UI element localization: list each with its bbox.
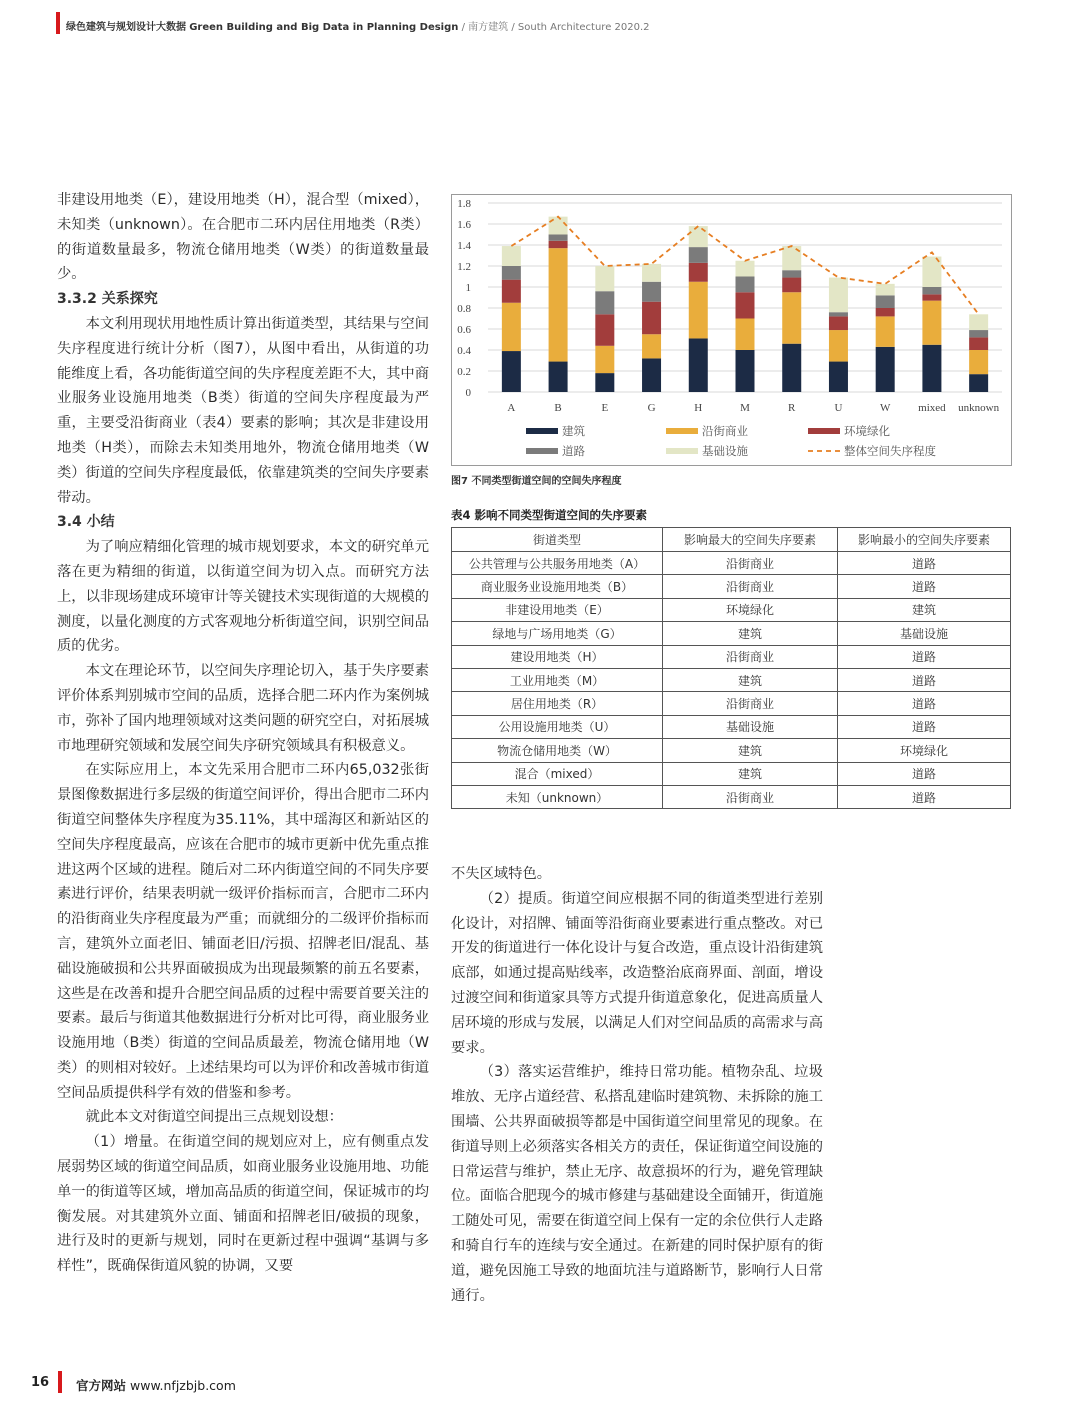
header-issue: 2020.2 xyxy=(614,22,650,33)
bar-segment xyxy=(876,308,895,316)
table-cell: 建筑 xyxy=(663,739,838,762)
table-cell: 基础设施 xyxy=(663,715,838,738)
bar-segment xyxy=(829,278,848,313)
table-row xyxy=(452,668,1011,691)
bar-segment xyxy=(782,278,801,293)
y-tick-label: 1.4 xyxy=(457,240,471,252)
table-cell: 沿街商业 xyxy=(663,575,838,598)
bar-segment xyxy=(829,330,848,362)
bar-segment xyxy=(549,241,568,248)
bar-segment xyxy=(829,312,848,316)
bar-segment xyxy=(736,319,755,351)
table-row xyxy=(452,715,1011,738)
bar-segment xyxy=(502,351,521,392)
x-tick-label: unknown xyxy=(958,402,1000,414)
bar-segment xyxy=(969,337,988,350)
bar-segment xyxy=(502,280,521,303)
footer-site-label: 官方网站 xyxy=(76,1378,127,1393)
table-cell: 绿地与广场用地类（G） xyxy=(452,622,663,645)
bar-segment xyxy=(876,284,895,296)
section-heading: 3.3.2 关系探究 xyxy=(57,291,158,308)
legend-swatch xyxy=(526,428,558,434)
bar-segment xyxy=(642,282,661,302)
paragraph: 本文利用现状用地性质计算出街道类型，其结果与空间失序程度进行统计分析（图7），从图中看出，从街道的功能维度上看，各功能街道空间的失序程度差距不大，其中商业服务业设施用地类（B类）街道的空间失序程度最为严重，主要受沿街商业（表4）要素的影响；其次是非建设用地类（H类），而除去未知类用地外，物流仓储用地类（W类）街道的空间失序程度最低，依靠建筑类的空间失序要素带动。 xyxy=(57,315,429,506)
bar-segment xyxy=(782,344,801,392)
y-tick-label: 1.2 xyxy=(457,261,471,273)
bar-segment xyxy=(549,248,568,361)
bar-segment xyxy=(782,270,801,277)
table-cell: 道路 xyxy=(838,692,1011,715)
x-tick-label: W xyxy=(879,402,891,414)
table-cell: 沿街商业 xyxy=(663,645,838,668)
table-cell: 商业服务业设施用地类（B） xyxy=(452,575,663,598)
x-tick-label: M xyxy=(740,402,750,414)
x-tick-label: mixed xyxy=(918,402,946,414)
bar-segment xyxy=(642,358,661,392)
bar-segment xyxy=(876,347,895,392)
y-tick-label: 0.4 xyxy=(457,345,471,357)
paragraph: 就此本文对街道空间提出三点规划设想： xyxy=(85,1109,343,1126)
paragraph: 不失区域特色。 xyxy=(451,866,552,882)
running-header: 绿色建筑与规划设计大数据 Green Building and Big Data in Planning Design / 南方建筑 / South Architecture 2020.2 xyxy=(66,22,650,33)
table-cell: 建设用地类（H） xyxy=(452,645,663,668)
header-accent-bar xyxy=(56,12,60,34)
header-journal-en: South Architecture xyxy=(517,22,612,33)
table-cell: 道路 xyxy=(838,552,1011,575)
table-cell: 居住用地类（R） xyxy=(452,692,663,715)
bar-segment xyxy=(736,277,755,293)
legend-label: 基础设施 xyxy=(702,444,748,458)
header-journal-cn: 南方建筑 xyxy=(468,22,509,33)
bar-segment xyxy=(876,316,895,346)
bar-segment xyxy=(642,264,661,282)
bar-segment xyxy=(595,314,614,346)
y-tick-label: 1.6 xyxy=(457,219,471,231)
bar-segment xyxy=(736,261,755,277)
legend-swatch xyxy=(526,448,558,454)
y-tick-label: 0.8 xyxy=(457,303,471,315)
table-cell: 非建设用地类（E） xyxy=(452,598,663,621)
bar-segment xyxy=(969,374,988,392)
table-cell: 沿街商业 xyxy=(663,552,838,575)
bar-segment xyxy=(595,346,614,373)
table-header-cell: 影响最大的空间失序要素 xyxy=(663,528,838,552)
section-heading: 3.4 小结 xyxy=(57,514,115,531)
table-row xyxy=(452,552,1011,575)
bar-segment xyxy=(736,350,755,392)
table-header-cell: 街道类型 xyxy=(452,528,663,552)
x-tick-label: A xyxy=(507,402,516,414)
table-cell: 未知（unknown） xyxy=(452,785,663,808)
table-row xyxy=(452,622,1011,645)
legend-label: 环境绿化 xyxy=(844,424,890,438)
bar-segment xyxy=(829,362,848,392)
table-cell: 基础设施 xyxy=(838,622,1011,645)
paragraph: 本文在理论环节，以空间失序理论切入，基于失序要素评价体系判别城市空间的品质，选择合肥二环内作为案例城市，弥补了国内地理领域对这类问题的研究空白，对拓展城市地理研究领域和发展空间失序研究领域具有积极意义。 xyxy=(57,663,429,754)
bar-segment xyxy=(969,314,988,330)
legend-label: 整体空间失序程度 xyxy=(844,444,936,458)
table-4 xyxy=(451,527,1011,809)
bar-segment xyxy=(642,302,661,335)
bar-segment xyxy=(922,301,941,345)
y-tick-label: 1.8 xyxy=(457,198,471,210)
figure-caption: 图7 不同类型街道空间的空间失序程度 xyxy=(451,476,622,487)
bar-segment xyxy=(969,350,988,374)
paragraph: 非建设用地类（E），建设用地类（H），混合型（mixed），未知类（unknown）。在合肥市二环内居住用地类（R类）的街道数量最多，物流仓储用地类（W类）的街道数量最少。 xyxy=(57,192,429,283)
table-row xyxy=(452,692,1011,715)
table-cell: 道路 xyxy=(838,575,1011,598)
table-cell: 工业用地类（M） xyxy=(452,668,663,691)
paragraph: 为了响应精细化管理的城市规划要求，本文的研究单元落在更为精细的街道，以街道空间为切入点。而研究方法上，以非现场建成环境审计等关键技术实现街道的大规模的测度，以量化测度的方式客观地分析街道空间，识别空间品质的优劣。 xyxy=(57,539,429,655)
table-cell: 道路 xyxy=(838,785,1011,808)
legend-swatch xyxy=(808,428,840,434)
bar-segment xyxy=(642,334,661,358)
table-row xyxy=(452,762,1011,785)
table-header-row xyxy=(452,528,1011,552)
table-header-cell: 影响最小的空间失序要素 xyxy=(838,528,1011,552)
table-cell: 沿街商业 xyxy=(663,785,838,808)
bar-segment xyxy=(549,362,568,392)
footer-website xyxy=(76,1376,236,1394)
bar-segment xyxy=(922,287,941,294)
paragraph: （3）落实运营维护，维持日常功能。植物杂乱、垃圾堆放、无序占道经营、私搭乱建临时建筑物、未拆除的施工围墙、公共界面破损等都是中国街道空间里常见的现象。在街道导则上必须落实各相关方的责任，保证街道空间设施的日常运营与维护，禁止无序、故意损坏的行为，避免管理缺位。面临合肥现今的城市修建与基础建设全面铺开，街道施工随处可见，需要在街道空间上保有一定的余位供行人走路和骑自行车的连续与安全通过。在新建的同时保护原有的街道，避免因施工导致的地面坑洼与道路断节，影响行人日常通行。 xyxy=(451,1064,823,1304)
table-cell: 建筑 xyxy=(663,622,838,645)
bar-segment xyxy=(595,266,614,291)
bar-segment xyxy=(689,282,708,339)
x-tick-label: H xyxy=(694,402,703,414)
bar-segment xyxy=(595,291,614,314)
bar-segment xyxy=(549,217,568,235)
table-row xyxy=(452,645,1011,668)
legend-label: 建筑 xyxy=(562,424,585,438)
bar-segment xyxy=(502,266,521,280)
table-row xyxy=(452,575,1011,598)
bar-segment xyxy=(689,226,708,247)
legend-swatch xyxy=(666,448,698,454)
table-cell: 道路 xyxy=(838,715,1011,738)
page-number: 16 xyxy=(31,1375,50,1390)
table-cell: 环境绿化 xyxy=(838,739,1011,762)
bar-segment xyxy=(689,247,708,263)
bar-segment xyxy=(689,338,708,392)
table-row xyxy=(452,739,1011,762)
paragraph: （2）提质。街道空间应根据不同的街道类型进行差别化设计，对招牌、铺面等沿街商业要素进行重点整改。对已开发的街道进行一体化设计与复合改造，重点设计沿街建筑底部，如通过提高贴线率，改造整治底商界面、剖面，增设过渡空间和街道家具等方式提升街道意象化，促进高质量人居环境的形成与发展，以满足人们对空间品质的高需求与高要求。 xyxy=(451,890,823,1056)
y-tick-label: 0.2 xyxy=(457,366,471,378)
bar-segment xyxy=(969,330,988,337)
table-cell: 建筑 xyxy=(838,598,1011,621)
table-caption: 表4 影响不同类型街道空间的失序要素 xyxy=(451,508,648,522)
bar-segment xyxy=(595,373,614,392)
table-cell: 环境绿化 xyxy=(663,598,838,621)
y-tick-label: 0 xyxy=(465,387,471,399)
paragraph: 在实际应用上，本文先采用合肥市二环内65,032张街景图像数据进行多层级的街道空间评价，得出合肥市二环内街道空间整体失序程度为35.11%，其中瑶海区和新站区的空间失序程度最高，应该在合肥市的城市更新中优先重点推进这两个区域的进程。随后对二环内街道空间的不同失序要素进行评价，结果表明就一级评价指标而言，合肥市二环内的沿街商业失序程度最为严重；而就细分的二级评价指标而言，建筑外立面老旧、铺面老旧/污损、招牌老旧/混乱、基础设施破损和公共界面破损成为出现最频繁的前五名要素，这些是在改善和提升合肥空间品质的过程中需要首要关注的要素。最后与街道其他数据进行分析对比可得，商业服务业设施用地（B类）街道的空间品质最差，物流仓储用地（W类）的则相对较好。上述结果均可以为评价和改善城市街道空间品质提供科学有效的借鉴和参考。 xyxy=(57,762,429,1101)
y-tick-label: 0.6 xyxy=(457,324,471,336)
table-cell: 建筑 xyxy=(663,668,838,691)
table-row xyxy=(452,785,1011,808)
bar-segment xyxy=(502,246,521,266)
bar-segment xyxy=(502,303,521,351)
footer-accent-bar xyxy=(58,1371,62,1393)
x-tick-label: E xyxy=(601,402,609,414)
header-title-en: Green Building and Big Data in Planning Design xyxy=(189,22,459,33)
stacked-bar-chart xyxy=(452,195,1011,465)
right-text-column xyxy=(451,862,823,1308)
bar-segment xyxy=(689,263,708,282)
left-text-column xyxy=(57,188,429,1279)
header-title-cn: 绿色建筑与规划设计大数据 xyxy=(66,22,186,33)
bar-segment xyxy=(922,345,941,392)
table-cell: 道路 xyxy=(838,668,1011,691)
table-cell: 道路 xyxy=(838,645,1011,668)
legend-label: 沿街商业 xyxy=(702,424,748,438)
legend-swatch xyxy=(666,428,698,434)
bar-segment xyxy=(876,295,895,308)
table-cell: 建筑 xyxy=(663,762,838,785)
x-tick-label: B xyxy=(554,402,562,414)
x-tick-label: U xyxy=(834,402,843,414)
bar-segment xyxy=(782,292,801,343)
x-tick-label: R xyxy=(788,402,796,414)
table-cell: 公用设施用地类（U） xyxy=(452,715,663,738)
footer-site-url[interactable]: www.nfjzbjb.com xyxy=(130,1378,236,1393)
table-cell: 沿街商业 xyxy=(663,692,838,715)
table-cell: 公共管理与公共服务用地类（A） xyxy=(452,552,663,575)
table-cell: 物流仓储用地类（W） xyxy=(452,739,663,762)
bar-segment xyxy=(922,294,941,300)
table-row xyxy=(452,598,1011,621)
bar-segment xyxy=(549,235,568,241)
paragraph: （1）增量。在街道空间的规划应对上，应有侧重点发展弱势区域的街道空间品质，如商业服务业设施用地、功能单一的街道等区域，增加高品质的街道空间，保证城市的均衡发展。对其建筑外立面、铺面和招牌老旧/破损的现象，进行及时的更新与规划，同时在更新过程中强调“基调与多样性”，既确保街道风貌的协调，又要 xyxy=(57,1134,429,1275)
bar-segment xyxy=(829,316,848,330)
x-tick-label: G xyxy=(647,402,656,414)
table-cell: 混合（mixed） xyxy=(452,762,663,785)
figure-7-chart xyxy=(451,194,1012,466)
bar-segment xyxy=(736,292,755,318)
y-tick-label: 1 xyxy=(465,282,471,294)
legend-label: 道路 xyxy=(562,444,585,458)
table-cell: 道路 xyxy=(838,762,1011,785)
